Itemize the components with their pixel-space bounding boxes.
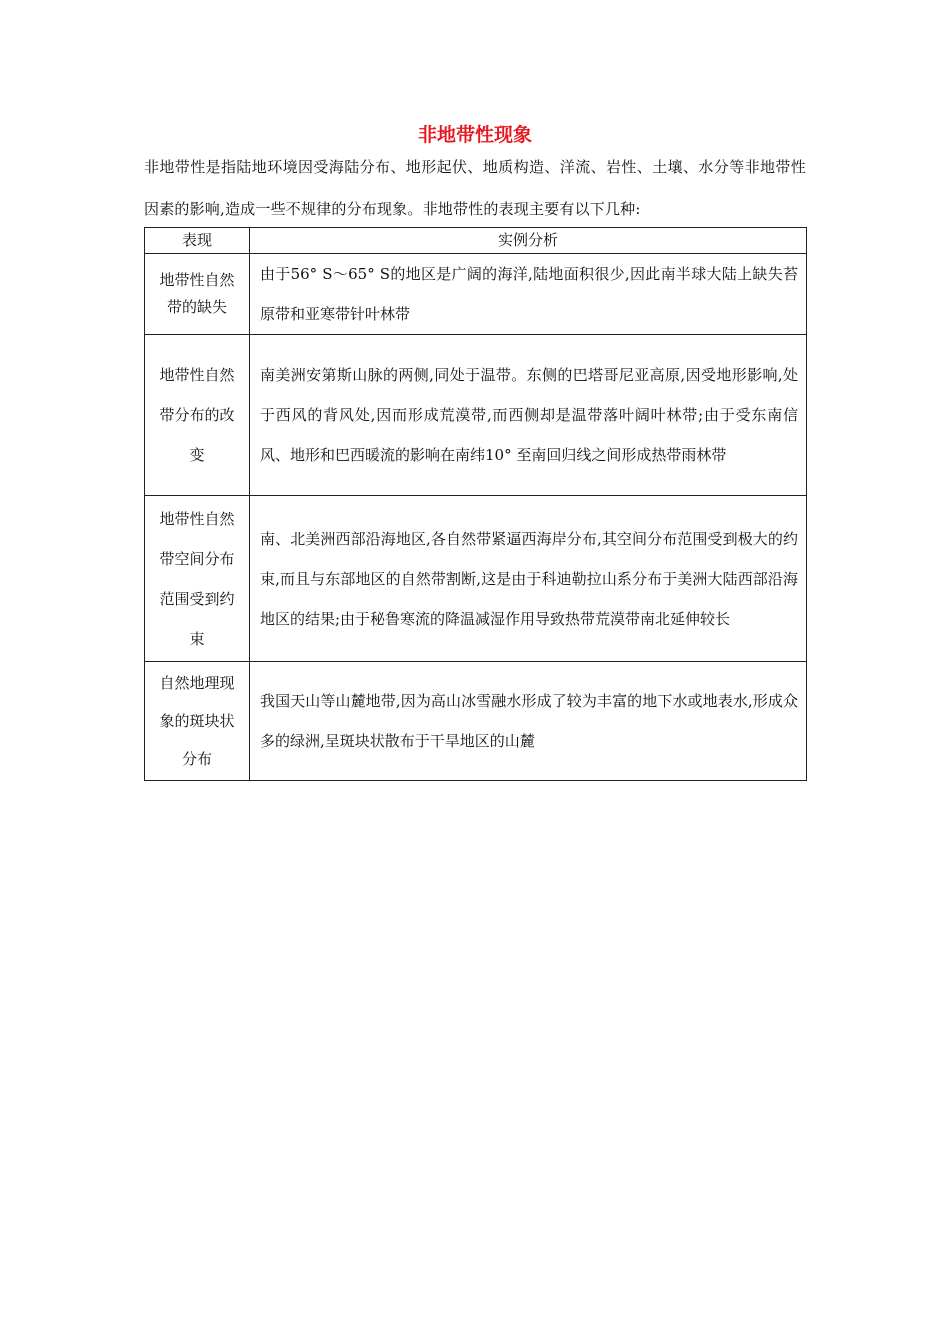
row-description: 南美洲安第斯山脉的两侧,同处于温带。东侧的巴塔哥尼亚高原,因受地形影响,处于西风的背风处,因而形成荒漠带,而西侧却是温带落叶阔叶林带;由于受东南信风、地形和巴西暖流的影响在南纬10° 至南回归线之间形成热带雨林带 xyxy=(250,335,807,496)
page-title: 非地带性现象 xyxy=(417,124,532,146)
row-description: 南、北美洲西部沿海地区,各自然带紧逼西海岸分布,其空间分布范围受到极大的约束,而且与东部地区的自然带割断,这是由于科迪勒拉山系分布于美洲大陆西部沿海地区的结果;由于秘鲁寒流的降温减湿作用导致热带荒漠带南北延伸较长 xyxy=(250,496,807,662)
row-label-cell xyxy=(145,254,250,335)
row-description: 我国天山等山麓地带,因为高山冰雪融水形成了较为丰富的地下水或地表水,形成众多的绿洲,呈斑块状散布于干旱地区的山麓 xyxy=(250,662,807,781)
table-header-row xyxy=(145,228,807,254)
row-label-cell xyxy=(145,496,250,662)
row-label: 地带性自然带分布的改变 xyxy=(159,366,235,464)
header-manifestation: 表现 xyxy=(145,228,250,254)
row-label: 地带性自然带空间分布范围受到约束 xyxy=(159,509,235,648)
table-row xyxy=(145,662,807,781)
header-example-analysis: 实例分析 xyxy=(250,228,807,254)
intro-paragraph: 非地带性是指陆地环境因受海陆分布、地形起伏、地质构造、洋流、岩性、土壤、水分等非地带性因素的影响,造成一些不规律的分布现象。非地带性的表现主要有以下几种: xyxy=(144,158,806,218)
table-row xyxy=(145,254,807,335)
phenomena-table xyxy=(144,227,807,781)
row-label: 地带性自然带的缺失 xyxy=(159,271,235,316)
table-row xyxy=(145,496,807,662)
row-label: 自然地理现象的斑块状分布 xyxy=(159,674,235,768)
table-row xyxy=(145,335,807,496)
row-label-cell xyxy=(145,662,250,781)
row-description: 由于56° S～65° S的地区是广阔的海洋,陆地面积很少,因此南半球大陆上缺失苔原带和亚寒带针叶林带 xyxy=(250,254,807,335)
row-label-cell xyxy=(145,335,250,496)
